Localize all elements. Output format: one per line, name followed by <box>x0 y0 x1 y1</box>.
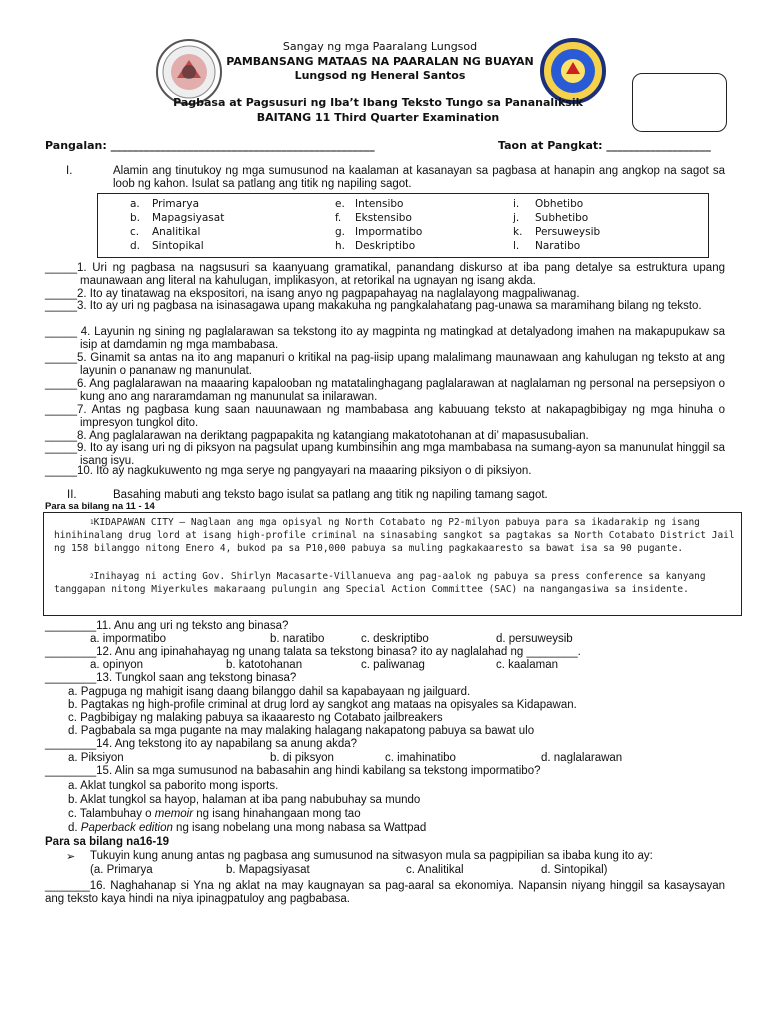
passage-2-text: Inihayag ni acting Gov. Shirlyn Macasarte-Villanueva ang pag-aalok ng pabuya sa press conference sa kanyang tanggapan nitong Miyerkules makaraang pulungin ang Special Action Committee (SAC) na nangangasiwa sa insidente. <box>54 571 706 595</box>
level-option-d: d. Sintopikal) <box>541 864 608 876</box>
item-1: _____1. Uri ng pagbasa na nagsusuri sa kaanyuang gramatikal, panandang diskurso at iba pang detalye sa estruktura upang maunawaan ang literal na kahulugan, implikasyon, at retorikal na ugnayan ng isang akda. <box>45 262 725 287</box>
item-5: _____5. Ginamit sa antas na ito ang mapanuri o kritikal na pag-iisip upang malalimang maunawaan ang kahulugan ng teksto at ang layunin o pananaw ng manunulat. <box>45 352 725 377</box>
item-2: _____2. Ito ay tinatawag na ekspositori, na isang anyo ng pagpapahayag na naglalayong magpaliwanag. <box>45 288 580 300</box>
choice-text: Deskriptibo <box>355 240 416 252</box>
arrow-bullet-icon: ➢ <box>66 851 76 863</box>
passage-1 <box>54 516 736 555</box>
division-name: Sangay ng mga Paaralang Lungsod <box>282 40 478 53</box>
item-9: _____9. Ito ay isang uri ng di piksyon na pagsulat upang kumbinsihin ang mga mambabasa na sumang-ayon sa manunulat hinggil sa isang isyu. <box>45 442 725 467</box>
passage-2-number: 2 <box>90 573 94 580</box>
choice-letter: l. <box>513 240 520 252</box>
q14-option-b[interactable]: b. di piksyon <box>270 752 334 764</box>
exam-subtitle: BAITANG 11 Third Quarter Examination <box>256 111 500 124</box>
choice-letter: e. <box>335 198 345 210</box>
choice-letter: f. <box>335 212 342 224</box>
choice-text: Subhetibo <box>535 212 589 224</box>
level-option-c: c. Analitikal <box>406 864 464 876</box>
choice-letter: g. <box>335 226 346 238</box>
name-field[interactable]: Pangalan: ________________________________________________ <box>45 139 375 152</box>
choice-text: Mapagsiyasat <box>152 212 225 224</box>
grade-section-field[interactable]: Taon at Pangkat: ___________________ <box>498 139 711 152</box>
item-3: _____3. Ito ay uri ng pagbasa na isinasagawa upang makakuha ng pangkalahatang pag-unawa sa maramihang bilang ng teksto. <box>45 300 702 312</box>
q13-option-d[interactable]: d. Pagbabala sa mga pugante na may malaking halagang nakapatong pabuya sa bawat ulo <box>68 725 535 737</box>
q11-option-b[interactable]: b. naratibo <box>270 633 325 645</box>
level-option-a: (a. Primarya <box>90 864 153 876</box>
question-15: ________15. Alin sa mga sumusunod na babasahin ang hindi kabilang sa tekstong impormatibo? <box>45 765 541 777</box>
q14-option-a[interactable]: a. Piksiyon <box>68 752 124 764</box>
question-16: _______16. Naghahanap si Yna ng aklat na may kaugnayan sa pag-aaral sa ekonomiya. Napansin niyang hinggil sa kasaysayan ang teksto kaya hindi na niya ipinagpatuloy ang pagbabasa. <box>45 880 725 905</box>
q12-option-c[interactable]: c. paliwanag <box>361 659 425 671</box>
q13-option-b[interactable]: b. Pagtakas ng high-profile criminal at drug lord ay sangkot ang mataas na opisyales sa Kidapawan. <box>68 699 577 711</box>
choice-text: Impormatibo <box>355 226 423 238</box>
q14-option-d[interactable]: d. naglalarawan <box>541 752 623 764</box>
choice-letter: j. <box>513 212 520 224</box>
part2-number: II. <box>67 489 77 501</box>
question-11: ________11. Anu ang uri ng teksto ang binasa? <box>45 620 289 632</box>
item-4: _____ 4. Layunin ng sining ng paglalarawan sa tekstong ito ay magpinta ng matingkad at detalyadong imahen na makapupukaw sa isip at damdamin ng mga mambabasa. <box>45 326 725 351</box>
choice-letter: d. <box>130 240 141 252</box>
passage-1-text: KIDAPAWAN CITY – Naglaan ang mga opisyal ng North Cotabato ng P2-milyon pabuya para sa ikadarakip ng isang hinihinalang drug lord at isang high-profile criminal na sinasabing sangkot sa pagtakas sa North Cotabato District Jail ng 158 bilanggo nitong Enero 4, bukod pa sa P10,000 pabuya sa muling pagkakaaresto sa bawat isa sa 90 pugante. <box>54 517 735 554</box>
choice-text: Naratibo <box>535 240 581 252</box>
exam-title: Pagbasa at Pagsusuri ng Iba’t Ibang Teksto Tungo sa Pananaliksik <box>173 96 583 109</box>
choice-text: Ekstensibo <box>355 212 412 224</box>
q11-option-a[interactable]: a. impormatibo <box>90 633 167 645</box>
q15-option-b[interactable]: b. Aklat tungkol sa hayop, halaman at iba pang nabubuhay sa mundo <box>68 794 421 806</box>
q11-option-d[interactable]: d. persuweysib <box>496 633 573 645</box>
q13-option-c[interactable]: c. Pagbibigay ng malaking pabuya sa ikaaaresto ng Cotabato jailbreakers <box>68 712 443 724</box>
instruction-16-19: Tukuyin kung anung antas ng pagbasa ang sumusunod na sitwasyon mula sa pagpipilian sa ibaba kung ito ay: <box>90 850 653 862</box>
level-option-b: b. Mapagsiyasat <box>226 864 310 876</box>
q12-option-d[interactable]: c. kaalaman <box>496 659 559 671</box>
question-13: ________13. Tungkol saan ang tekstong binasa? <box>45 672 297 684</box>
q13-option-a[interactable]: a. Pagpuga ng mahigit isang daang bilanggo dahil sa kapabayaan ng jailguard. <box>68 686 471 698</box>
passage-1-number: 1 <box>90 519 94 526</box>
part1-number: I. <box>66 165 73 177</box>
choice-letter: k. <box>513 226 523 238</box>
group-label-11-14: Para sa bilang na 11 - 14 <box>45 501 155 512</box>
choice-text: Obhetibo <box>535 198 584 210</box>
item-10: _____10. Ito ay nagkukuwento ng mga serye ng pangyayari na maaaring piksiyon o di piksiyon. <box>45 465 532 477</box>
q12-option-b[interactable]: b. katotohanan <box>226 659 303 671</box>
part1-instruction: Alamin ang tinutukoy ng mga sumusunod na kaalaman at kasanayan sa pagbasa at hanapin ang angkop na sagot sa loob ng kahon. Isulat sa patlang ang titik ng napiling sagot. <box>113 165 725 190</box>
item-7: _____7. Antas ng pagbasa kung saan nauunawaan ng mambabasa ang kabuuang teksto at nakapagbibigay ng mga hinuha o impresyon tungkol dito. <box>45 404 725 429</box>
choice-text: Intensibo <box>355 198 404 210</box>
choice-text: Analitikal <box>152 226 201 238</box>
choice-text: Sintopikal <box>152 240 204 252</box>
choice-text: Persuweysib <box>535 226 601 238</box>
item-6: _____6. Ang paglalarawan na maaaring kapalooban ng matatalinghagang paglalarawan at naglalaman ng personal na persepsiyon o kung ano ang nararamdaman ng manunulat sa inilarawan. <box>45 378 725 403</box>
passage-2 <box>54 570 736 596</box>
item-8: _____8. Ang paglalarawan na deriktang pagpapakita ng katangiang makatotohanan at di’ mapasusubalian. <box>45 430 589 442</box>
q15-option-c[interactable]: c. Talambuhay o memoir ng isang hinahangaan mong tao <box>68 808 361 820</box>
part2-instruction: Basahing mabuti ang teksto bago isulat sa patlang ang titik ng napiling tamang sagot. <box>113 489 548 501</box>
school-name: PAMBANSANG MATAAS NA PAARALAN NG BUAYAN <box>226 55 534 68</box>
q15-option-a[interactable]: a. Aklat tungkol sa paborito mong isports. <box>68 780 279 792</box>
choice-letter: i. <box>513 198 520 210</box>
choice-letter: b. <box>130 212 141 224</box>
q15-option-d[interactable]: d. Paperback edition ng isang nobelang una mong nabasa sa Wattpad <box>68 822 427 834</box>
q14-option-c[interactable]: c. imahinatibo <box>385 752 456 764</box>
choice-text: Primarya <box>152 198 200 210</box>
group-label-16-19: Para sa bilang na16-19 <box>45 836 170 848</box>
q12-option-a[interactable]: a. opinyon <box>90 659 144 671</box>
question-12: ________12. Anu ang ipinahahayag ng unang talata sa tekstong binasa? ito ay naglalahad ng ________. <box>45 646 581 658</box>
choice-letter: h. <box>335 240 345 252</box>
question-14: ________14. Ang tekstong ito ay napabilang sa anung akda? <box>45 738 358 750</box>
choice-letter: c. <box>130 226 140 238</box>
city-name: Lungsod ng Heneral Santos <box>294 69 466 82</box>
choice-letter: a. <box>130 198 140 210</box>
q11-option-c[interactable]: c. deskriptibo <box>361 633 429 645</box>
